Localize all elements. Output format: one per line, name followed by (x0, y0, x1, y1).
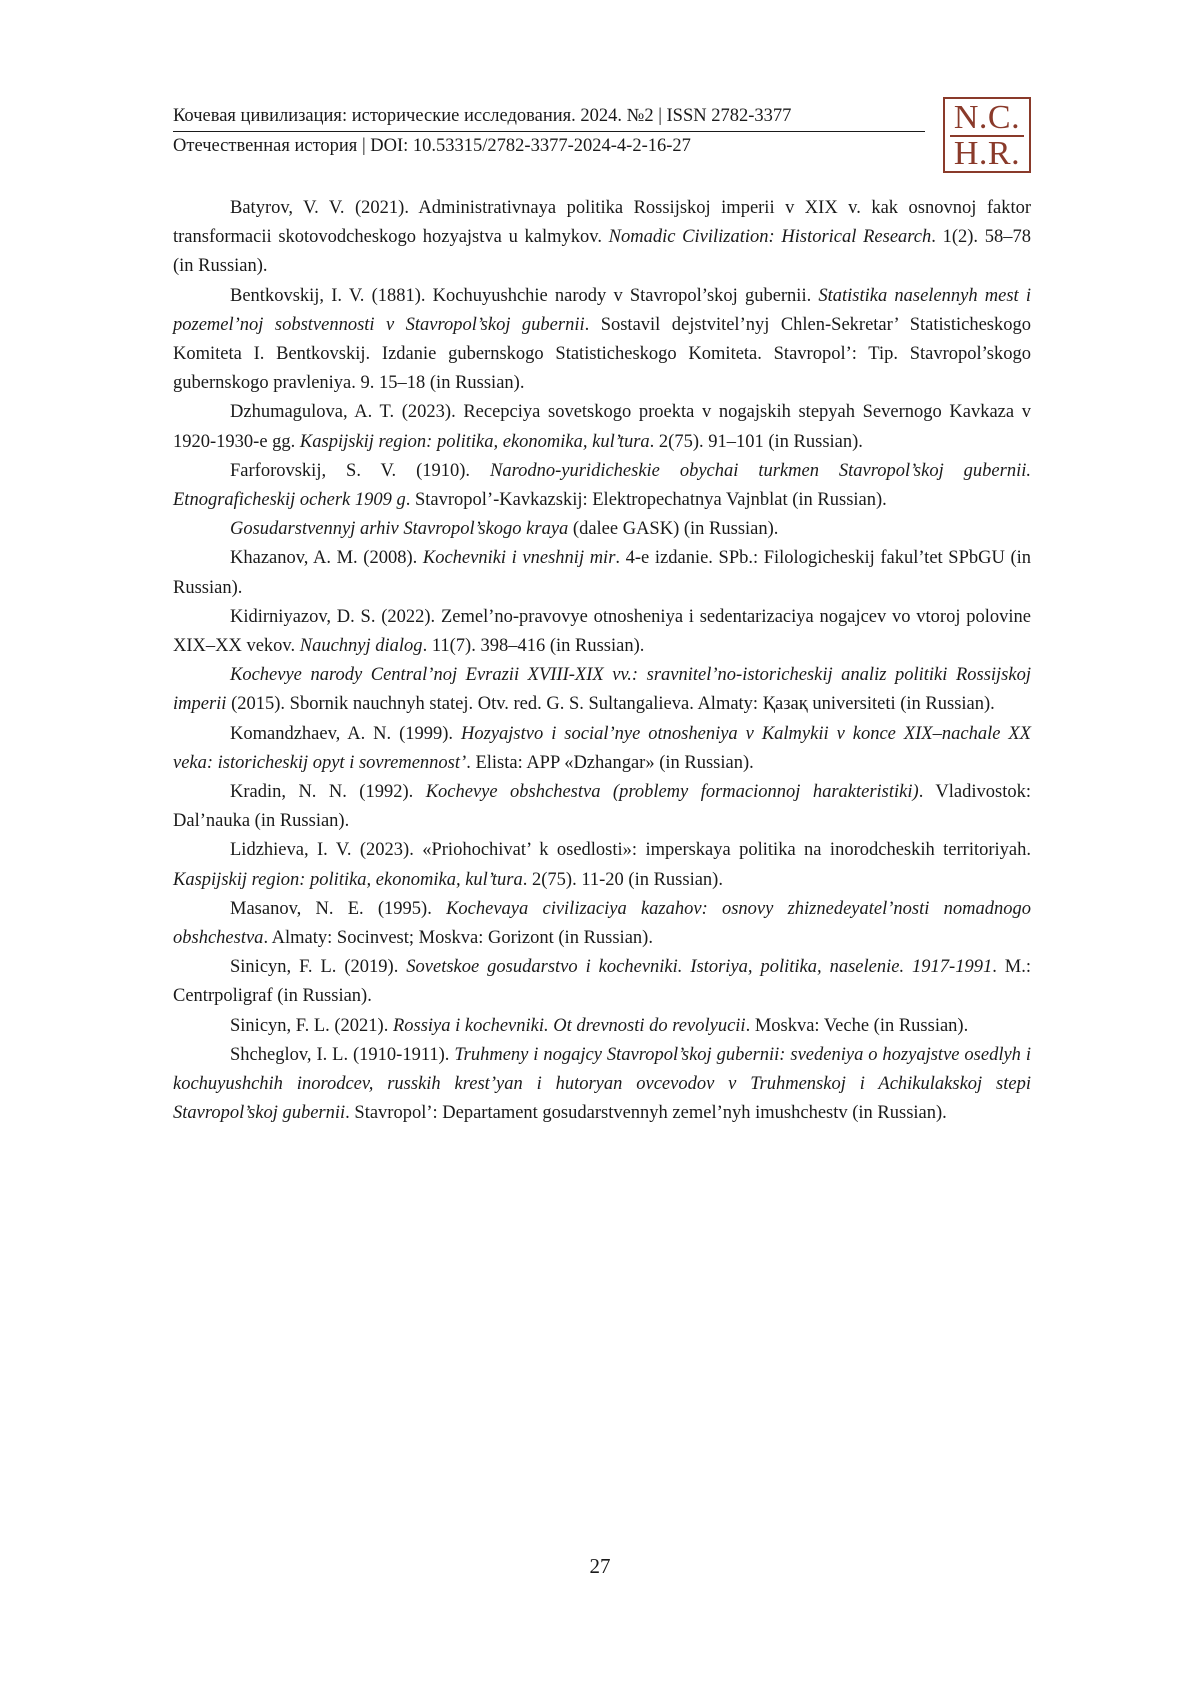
reference-text: . Stavropol’-Kavkazskij: Elektropechatnya Vajnblat (in Russian). (405, 490, 887, 511)
reference-text: . 2(75). 11-20 (in Russian). (522, 869, 723, 890)
reference-text: . Stavropol’: Departament gosudarstvennyh zemel’nyh imushchestv (in Russian). (345, 1103, 947, 1124)
reference-entry (173, 953, 1031, 1011)
reference-text: (2015). Sbornik nauchnyh statej. Otv. red. G. S. Sultangalieva. Almaty: Қазақ universiteti (in Russian). (226, 694, 995, 715)
reference-entry (173, 836, 1031, 894)
reference-text: Shcheglov, I. L. (1910-1911). (230, 1044, 455, 1065)
reference-entry (173, 778, 1031, 836)
reference-list (173, 194, 1031, 1129)
reference-text: Masanov, N. E. (1995). (230, 898, 447, 919)
reference-text: . Elista: APP «Dzhangar» (in Russian). (466, 752, 754, 773)
reference-text: Batyrov, V. V. (2021). Administrativnaya politika Rossijskoj imperii v XIX v. kak osnovnoj faktor transformacii skotovodcheskogo hozyajstva u kalmykov. (173, 198, 1031, 248)
reference-entry (173, 398, 1031, 456)
reference-entry (173, 661, 1031, 719)
reference-italic-title: Kaspijskij region: politika, ekonomika, kul’tura (173, 869, 523, 890)
reference-italic-title: Nauchnyj dialog (299, 636, 423, 657)
reference-text: Kradin, N. N. (1992). (230, 782, 426, 803)
reference-text: . 2(75). 91–101 (in Russian). (649, 431, 863, 452)
reference-text: . M.: Centrpoligraf (in Russian). (173, 957, 1031, 1007)
reference-italic-title: Sovetskoe gosudarstvo i kochevniki. Istoriya, politika, naselenie. 1917-1991 (406, 957, 993, 978)
reference-text: Lidzhieva, I. V. (2023). «Priohochivat’ k osedlosti»: imperskaya politika na inorodcheskih territoriyah. (230, 840, 1031, 861)
reference-text: . Sostavil dejstvitel’nyj Chlen-Sekretar’ Statisticheskogo Komiteta I. Bentkovskij. Izdanie gubernskogo Statisticheskogo Komiteta. Stavropol’: Tip. Stavropol’skogo gubernskogo pravleniya. 9. 15–18 (in Russian). (173, 314, 1031, 394)
reference-entry (173, 1041, 1031, 1129)
section-doi-line: Отечественная история | DOI: 10.53315/2782-3377-2024-4-2-16-27 (173, 136, 691, 156)
reference-entry (173, 720, 1031, 778)
reference-entry (173, 603, 1031, 661)
reference-italic-title: Truhmeny i nogajcy Stavropol’skoj gubernii: svedeniya o hozyajstve osedlyh i kochuyushchih inorodcev, russkih krest’yan i hutoryan ovcevodov v Truhmenskoj i Achikulakskoj stepi Stavropol’skoj gubernii (173, 1044, 1031, 1124)
reference-italic-title: Kochevye narody Central’noj Evrazii XVIII-XIX vv.: sravnitel’no-istoricheskij analiz politiki Rossijskoj imperii (173, 665, 1031, 715)
reference-italic-title: Narodno-yuridicheskie obychai turkmen Stavropol’skoj gubernii. Etnograficheskij ocherk 1909 g (173, 460, 1031, 511)
reference-text: . Moskva: Veche (in Russian). (745, 1015, 969, 1036)
running-header (173, 104, 925, 159)
reference-italic-title: Kochevye obshchestva (problemy formacionnoj harakteristiki) (425, 782, 919, 803)
reference-text: Farforovskij, S. V. (1910). (230, 460, 490, 481)
reference-text: Sinicyn, F. L. (2019). (230, 957, 407, 978)
reference-text: . Almaty: Socinvest; Moskva: Gorizont (in Russian). (263, 928, 653, 949)
reference-text: Khazanov, A. M. (2008). (230, 548, 423, 569)
reference-entry (173, 457, 1031, 515)
reference-text: (dalee GASK) (in Russian). (568, 519, 779, 540)
reference-entry (173, 1012, 1031, 1041)
logo-bottom-text: H.R. (953, 135, 1021, 172)
reference-text: Bentkovskij, I. V. (1881). Kochuyushchie narody v Stavropol’skoj gubernii. (230, 285, 819, 306)
reference-text: Komandzhaev, A. N. (1999). (230, 723, 462, 744)
reference-entry (173, 515, 1031, 544)
reference-text: Dzhumagulova, A. T. (2023). Recepciya sovetskogo proekta v nogajskih stepyah Severnogo Kavkaza v 1920-1930-e gg. (173, 402, 1031, 452)
reference-italic-title: Kochevaya civilizaciya kazahov: osnovy zhiznedeyatel’nosti nomadnogo obshchestva (173, 898, 1031, 949)
reference-entry (173, 895, 1031, 953)
reference-italic-title: Nomadic Civilization: Historical Research (608, 227, 932, 248)
reference-text: . Vladivostok: Dal’nauka (in Russian). (173, 782, 1032, 832)
reference-italic-title: Rossiya i kochevniki. Ot drevnosti do revolyucii (392, 1015, 746, 1036)
reference-entry (173, 544, 1031, 602)
reference-entry (173, 194, 1031, 282)
header-divider (173, 131, 925, 132)
reference-text: Sinicyn, F. L. (2021). (230, 1015, 393, 1036)
page-number: 27 (589, 1554, 611, 1578)
reference-entry (173, 282, 1031, 399)
reference-italic-title: Kaspijskij region: politika, ekonomika, kul’tura (299, 431, 650, 452)
reference-italic-title: Hozyajstvo i social’nye otnosheniya v Kalmykii v konce XIX–nachale XX veka: istoricheskij opyt i sovremennost’ (173, 723, 1031, 773)
journal-logo (943, 97, 1031, 173)
reference-italic-title: Statistika naselennyh mest i pozemel’noj sobstvennosti v Stavropol’skoj gubernii (173, 285, 1031, 335)
journal-title-line: Кочевая цивилизация: исторические исследования. 2024. №2 | ISSN 2782-3377 (173, 106, 792, 126)
reference-italic-title: Kochevniki i vneshnij mir (422, 548, 616, 569)
logo-top-text: N.C. (953, 99, 1021, 136)
reference-italic-title: Gosudarstvennyj arhiv Stavropol’skogo kraya (230, 519, 569, 540)
reference-text: . 4-e izdanie. SPb.: Filologicheskij fakul’tet SPbGU (in Russian). (173, 548, 1031, 598)
reference-text: Kidirniyazov, D. S. (2022). Zemel’no-pravovye otnosheniya i sedentarizaciya nogajcev vo vtoroj polovine XIX–XX vekov. (173, 606, 1031, 657)
reference-text: . 1(2). 58–78 (in Russian). (173, 227, 1031, 277)
reference-text: . 11(7). 398–416 (in Russian). (422, 636, 645, 657)
